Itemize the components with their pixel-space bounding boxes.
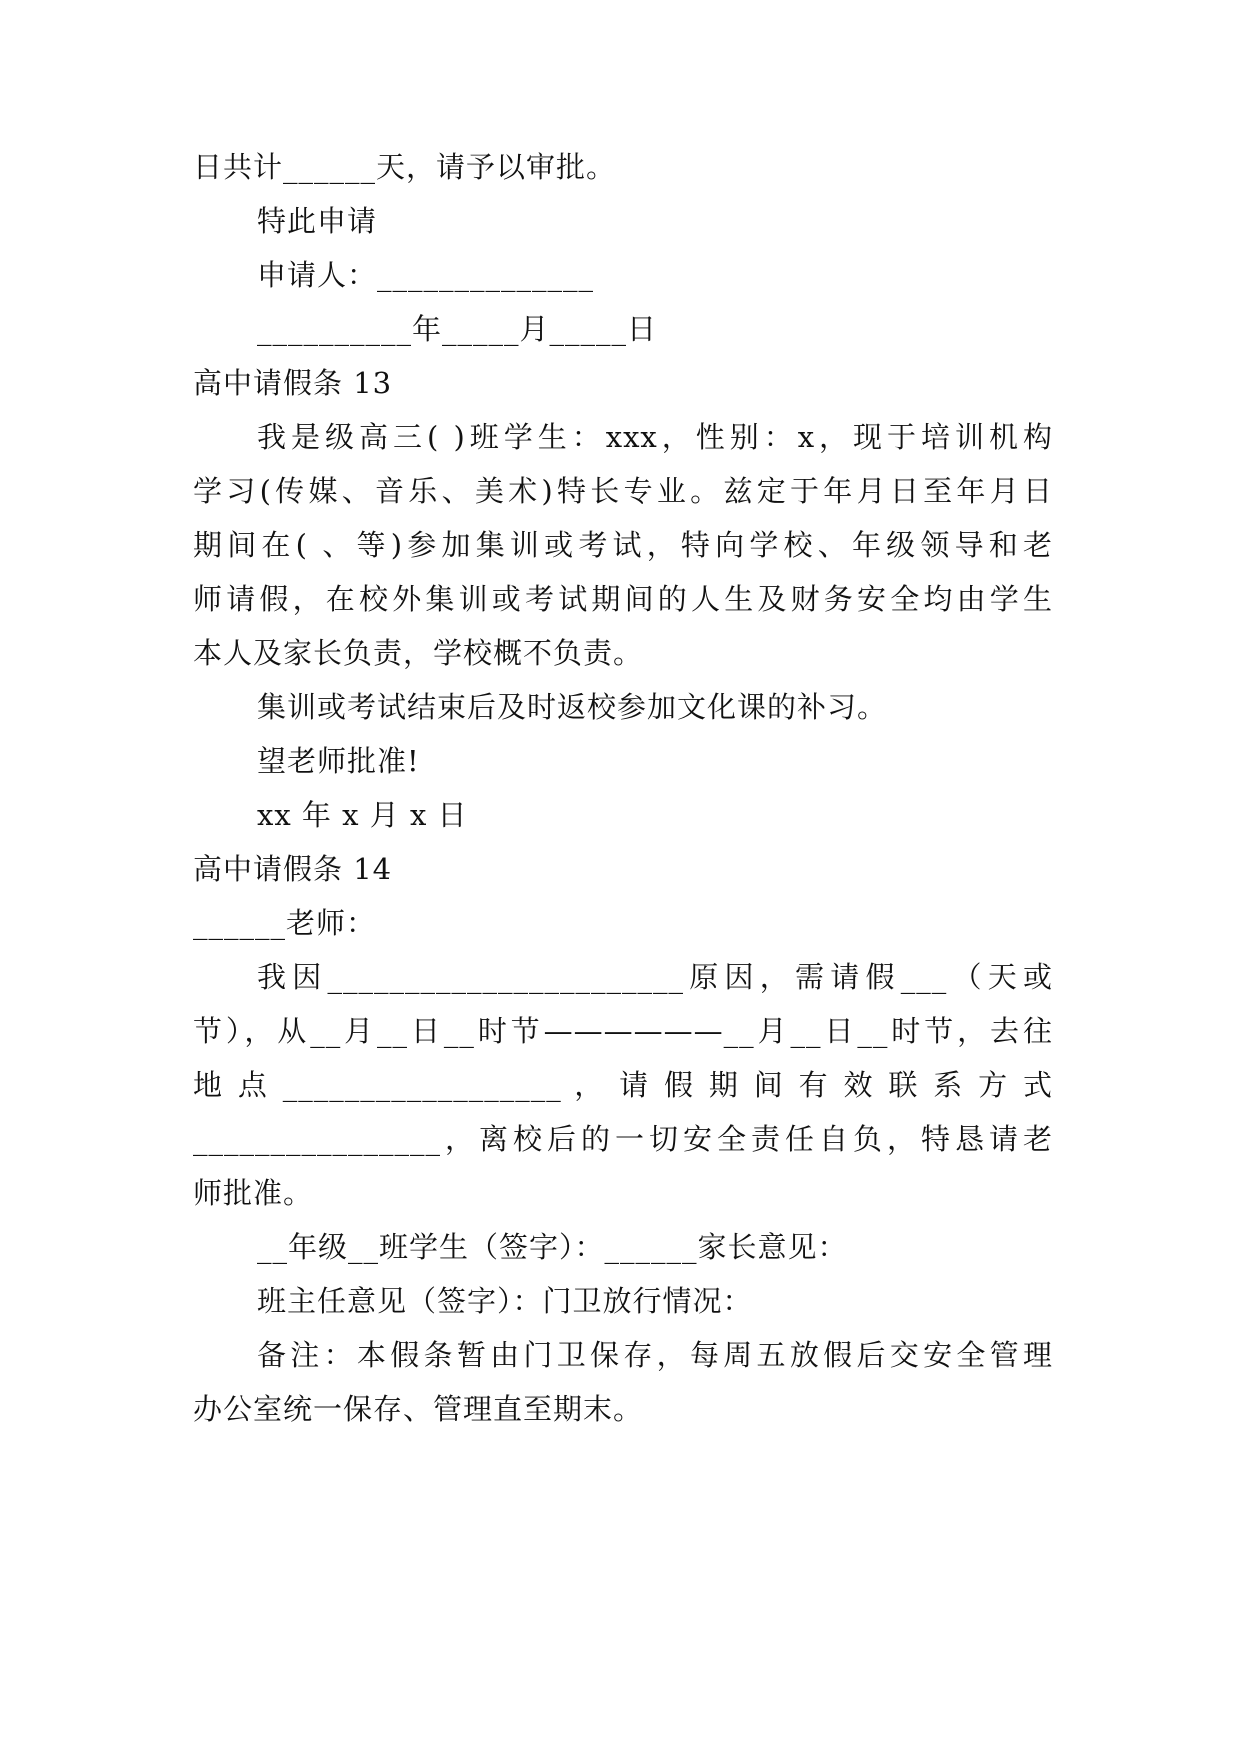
text-line: 申请人：______________ — [257, 258, 595, 292]
text-line: 特此申请 — [257, 204, 378, 238]
text-line: 班主任意见（签字）：门卫放行情况： — [257, 1284, 753, 1318]
text-line: 师批准。 — [193, 1176, 314, 1210]
text-line: 我因_______________________原因，需请假___（天或 — [257, 960, 1053, 994]
text-line: 本人及家长负责，学校概不负责。 — [193, 636, 644, 670]
text-line: ________________，离校后的一切安全责任自负，特恳请老 — [193, 1122, 1053, 1156]
text-line: xx 年 x 月 x 日 — [257, 798, 468, 832]
text-line: 备注：本假条暂由门卫保存，每周五放假后交安全管理 — [257, 1338, 1053, 1372]
text-line: 集训或考试结束后及时返校参加文化课的补习。 — [257, 690, 888, 724]
text-line: ______老师： — [193, 906, 377, 940]
text-line: 地 点 __________________ ， 请 假 期 间 有 效 联 系 方 式 — [193, 1068, 1053, 1102]
text-line: 师请假，在校外集训或考试期间的人生及财务安全均由学生 — [193, 582, 1053, 616]
section-heading: 高中请假条 14 — [193, 852, 393, 886]
text-line: 我是级高三( )班学生：xxx，性别：x，现于培训机构 — [257, 420, 1053, 454]
text-line: 节），从__月__日__时节——————__月__日__时节，去往 — [193, 1014, 1053, 1048]
section-heading: 高中请假条 13 — [193, 366, 393, 400]
text-line: 望老师批准! — [257, 744, 420, 778]
text-line: 学习(传媒、音乐、美术)特长专业。兹定于年月日至年月日 — [193, 474, 1053, 508]
text-line: 日共计______天，请予以审批。 — [193, 150, 617, 184]
text-line: 办公室统一保存、管理直至期末。 — [193, 1392, 644, 1426]
text-line: __________年_____月_____日 — [257, 312, 658, 346]
text-line: __年级__班学生（签字）：______家长意见： — [257, 1230, 848, 1264]
text-line: 期间在( 、等)参加集训或考试，特向学校、年级领导和老 — [193, 528, 1053, 562]
